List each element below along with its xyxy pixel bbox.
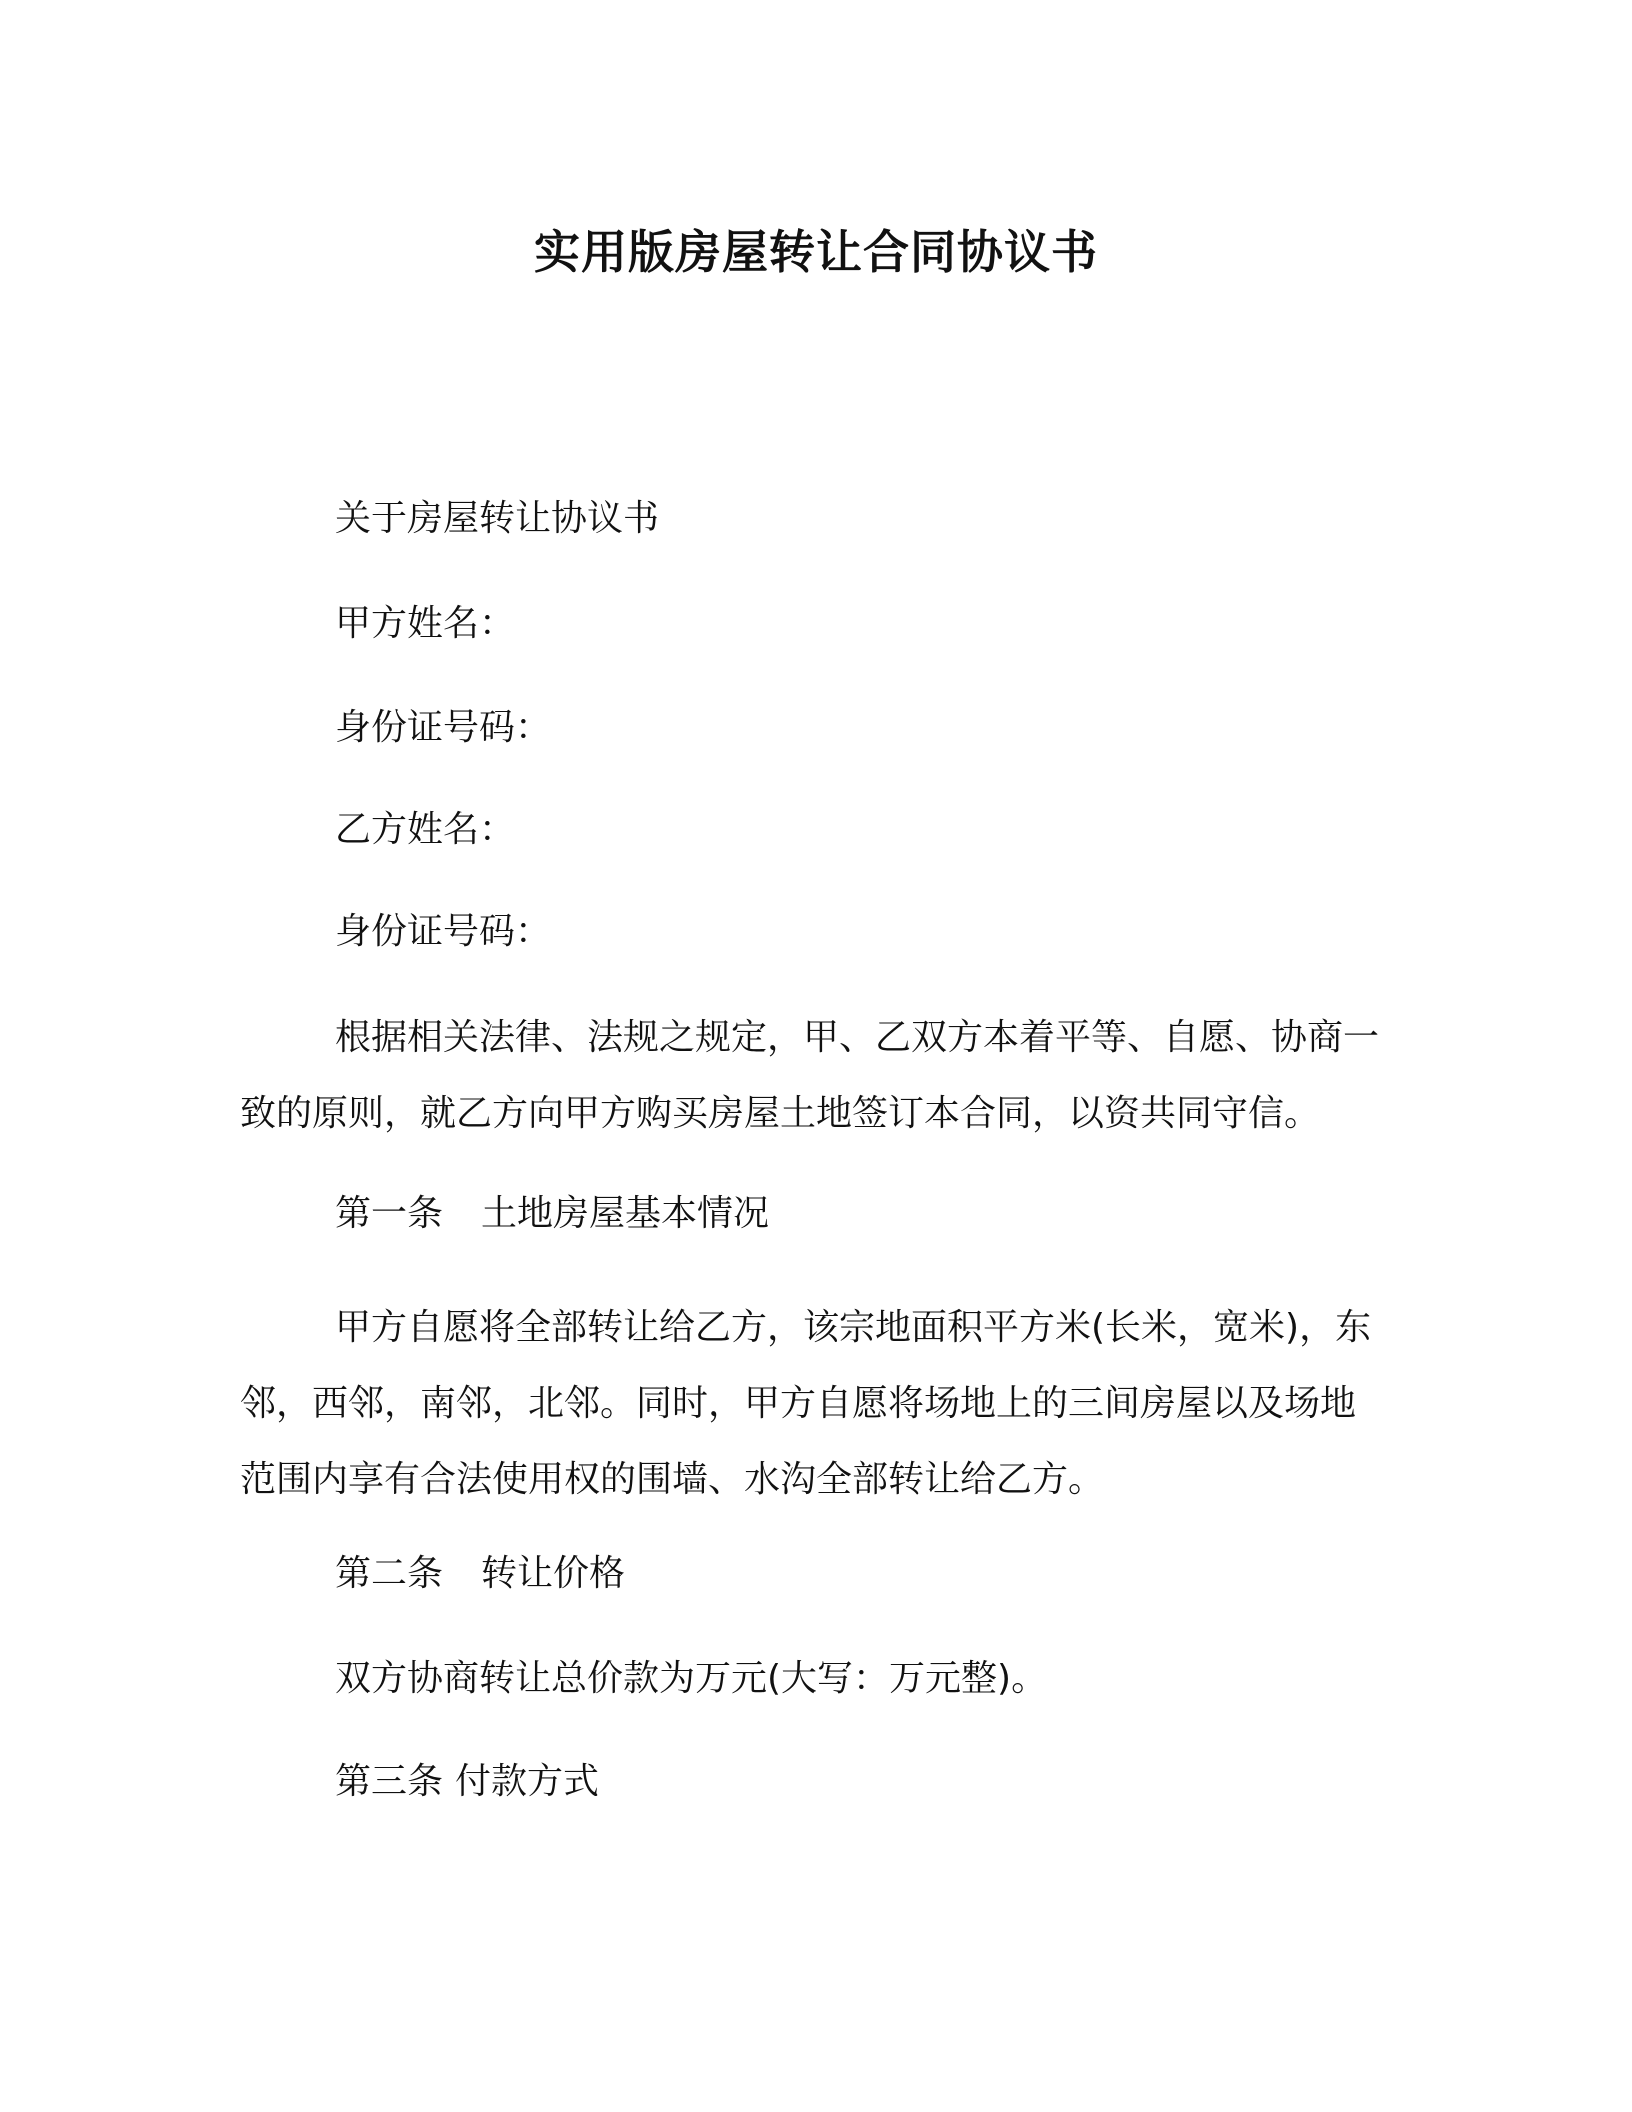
- document-subtitle: 关于房屋转让协议书: [335, 498, 660, 539]
- article-1-heading: [335, 1190, 769, 1238]
- party-b-name-label: 乙方姓名：: [335, 809, 516, 850]
- article-1-title: 土地房屋基本情况: [481, 1193, 770, 1234]
- article-2-heading: [335, 1550, 625, 1598]
- party-b-id-label: 身份证号码：: [335, 911, 552, 952]
- article-2-title: 转让价格: [481, 1553, 626, 1594]
- intro-paragraph: 根据相关法律、法规之规定，甲、乙双方本着平等、自愿、协商一致的原则，就乙方向甲方购买房屋土地签订本合同，以资共同守信。: [240, 1017, 1380, 1134]
- article-1-number: 第一条: [335, 1193, 444, 1234]
- party-a-name-label: 甲方姓名：: [335, 603, 516, 644]
- document-title: 实用版房屋转让合同协议书: [534, 225, 1098, 279]
- article-3-title: 付款方式: [455, 1761, 600, 1802]
- article-1-body: 甲方自愿将全部转让给乙方，该宗地面积平方米(长米，宽米)，东邻，西邻，南邻，北邻。同时，甲方自愿将场地上的三间房屋以及场地范围内享有合法使用权的围墙、水沟全部转让给乙方。: [240, 1307, 1372, 1500]
- party-a-id-label: 身份证号码：: [335, 707, 552, 748]
- article-3-heading: [335, 1758, 599, 1806]
- article-2-number: 第二条: [335, 1553, 444, 1594]
- article-2-body: 双方协商转让总价款为万元(大写：万元整)。: [335, 1658, 1048, 1699]
- article-3-number: 第三条: [335, 1761, 444, 1802]
